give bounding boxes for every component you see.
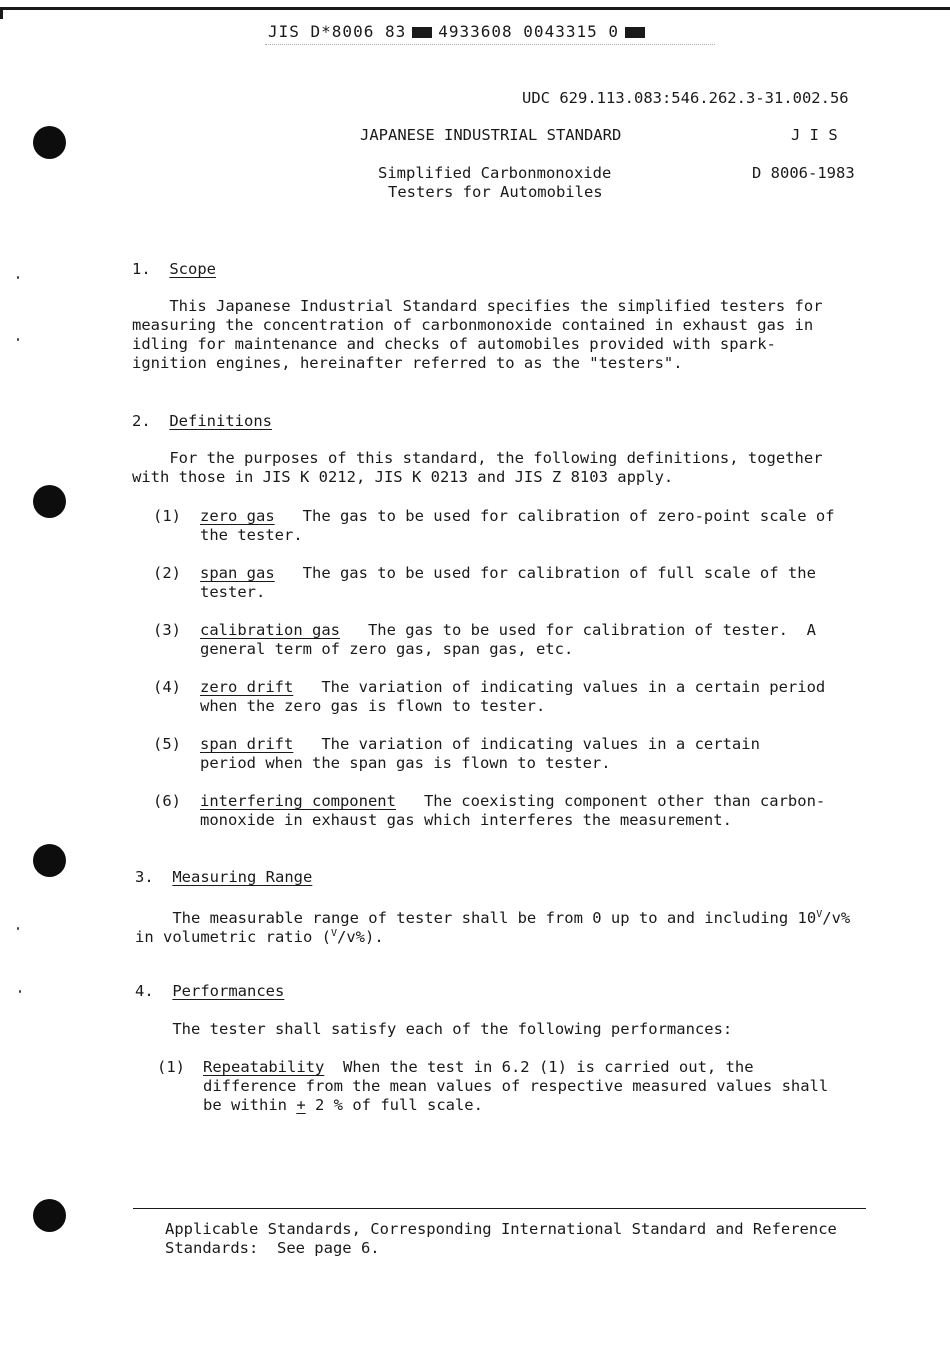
item-line: The variation of indicating values in a certain xyxy=(293,735,760,753)
item-line: The gas to be used for calibration of full scale of the xyxy=(274,564,816,582)
scan-speck xyxy=(17,338,19,341)
defined-term: calibration gas xyxy=(200,621,340,639)
item-line: The coexisting component other than carbon- xyxy=(395,792,826,810)
footnote-line-1: Applicable Standards, Corresponding International Standard and Reference xyxy=(165,1220,837,1238)
catalog-code xyxy=(268,22,651,41)
defined-term: span drift xyxy=(200,735,294,753)
item-text xyxy=(200,678,825,697)
item-text xyxy=(200,792,825,811)
item-line: general term of zero gas, span gas, etc. xyxy=(200,640,574,658)
item-line: When the test in 6.2 (1) is carried out, the xyxy=(324,1058,754,1076)
item-number: (1) xyxy=(157,1058,185,1076)
section-title: Performances xyxy=(172,982,285,1000)
body-text: be within xyxy=(203,1096,297,1114)
defined-term: zero drift xyxy=(200,678,294,696)
section-number: 4. xyxy=(135,982,154,1000)
title-line-1: Simplified Carbonmonoxide xyxy=(378,164,612,182)
scan-speck xyxy=(19,990,21,993)
section-1-body: This Japanese Industrial Standard specifies the simplified testers for measuring the concentration of carbonmonoxide contained in exhaust gas in idling for maintenance and checks of automobiles provided with spark- ignition engines, hereinafter referred to as the "testers". xyxy=(132,297,823,372)
scan-corner-mark xyxy=(0,7,3,19)
punch-hole-3 xyxy=(33,844,66,877)
punch-hole-2 xyxy=(33,485,66,518)
section-number: 1. xyxy=(132,260,151,278)
section-title: Measuring Range xyxy=(172,868,313,886)
section-title: Scope xyxy=(169,260,217,278)
defined-term: span gas xyxy=(200,564,275,582)
section-3-line-2 xyxy=(135,924,384,947)
standard-number: D 8006-1983 xyxy=(752,164,855,182)
footnote-rule xyxy=(133,1208,866,1209)
item-text xyxy=(200,507,835,526)
item-number: (4) xyxy=(153,678,181,696)
footnote-line-2: Standards: See page 6. xyxy=(165,1239,380,1257)
item-line: tester. xyxy=(200,583,266,601)
item-number: (6) xyxy=(153,792,181,810)
unit-text: /v% xyxy=(822,909,851,928)
organization-name: JAPANESE INDUSTRIAL STANDARD xyxy=(360,126,622,144)
item-line: period when the span gas is flown to tester. xyxy=(200,754,611,772)
item-line: when the zero gas is flown to tester. xyxy=(200,697,546,715)
section-2-heading xyxy=(132,412,272,431)
item-number: (1) xyxy=(153,507,181,525)
scan-top-edge xyxy=(0,7,950,10)
item-line: The variation of indicating values in a certain period xyxy=(293,678,826,696)
scan-speck xyxy=(17,276,19,279)
redaction-block xyxy=(625,27,645,38)
item-text xyxy=(203,1058,754,1077)
scan-speck xyxy=(17,927,19,930)
superscript: V xyxy=(816,909,823,920)
item-number: (2) xyxy=(153,564,181,582)
superscript: V xyxy=(330,928,337,939)
section-2-intro: For the purposes of this standard, the following definitions, together with those in JIS K 0212, JIS K 0213 and JIS Z 8103 apply. xyxy=(132,449,823,486)
item-number: (3) xyxy=(153,621,181,639)
body-text: /v%). xyxy=(337,928,384,947)
item-line xyxy=(203,1096,483,1115)
udc-code: UDC 629.113.083:546.262.3-31.002.56 xyxy=(522,89,849,107)
item-line: difference from the mean values of respective measured values shall xyxy=(203,1077,829,1095)
section-number: 3. xyxy=(135,868,154,886)
punch-hole-4 xyxy=(33,1199,66,1232)
header-underline xyxy=(265,44,715,45)
punch-hole-1 xyxy=(33,126,66,159)
item-number: (5) xyxy=(153,735,181,753)
title-line-2: Testers for Automobiles xyxy=(388,183,603,201)
item-line: monoxide in exhaust gas which interferes the measurement. xyxy=(200,811,732,829)
catalog-code-right: 4933608 0043315 0 xyxy=(438,22,619,41)
item-text xyxy=(200,621,816,640)
section-1-heading xyxy=(132,260,216,279)
redaction-block xyxy=(412,27,432,38)
section-title: Definitions xyxy=(169,412,272,430)
defined-term: interfering component xyxy=(200,792,396,810)
body-text: The measurable range of tester shall be from 0 up to and including 10 xyxy=(135,909,817,928)
section-number: 2. xyxy=(132,412,151,430)
item-line: The gas to be used for calibration of tester. A xyxy=(339,621,816,639)
jis-mark: J I S xyxy=(791,126,838,144)
item-text xyxy=(200,564,816,583)
defined-term: Repeatability xyxy=(203,1058,325,1076)
section-3-heading xyxy=(135,868,312,887)
plus-minus-sign: + xyxy=(296,1096,306,1114)
section-4-heading xyxy=(135,982,284,1001)
body-text: 2 % of full scale. xyxy=(305,1096,483,1114)
body-text: in volumetric ratio ( xyxy=(135,928,331,947)
defined-term: zero gas xyxy=(200,507,275,525)
item-line: The gas to be used for calibration of zero-point scale of xyxy=(274,507,835,525)
item-line: the tester. xyxy=(200,526,303,544)
catalog-code-left: JIS D*8006 83 xyxy=(268,22,407,41)
item-text xyxy=(200,735,760,754)
section-4-intro: The tester shall satisfy each of the following performances: xyxy=(135,1020,733,1038)
